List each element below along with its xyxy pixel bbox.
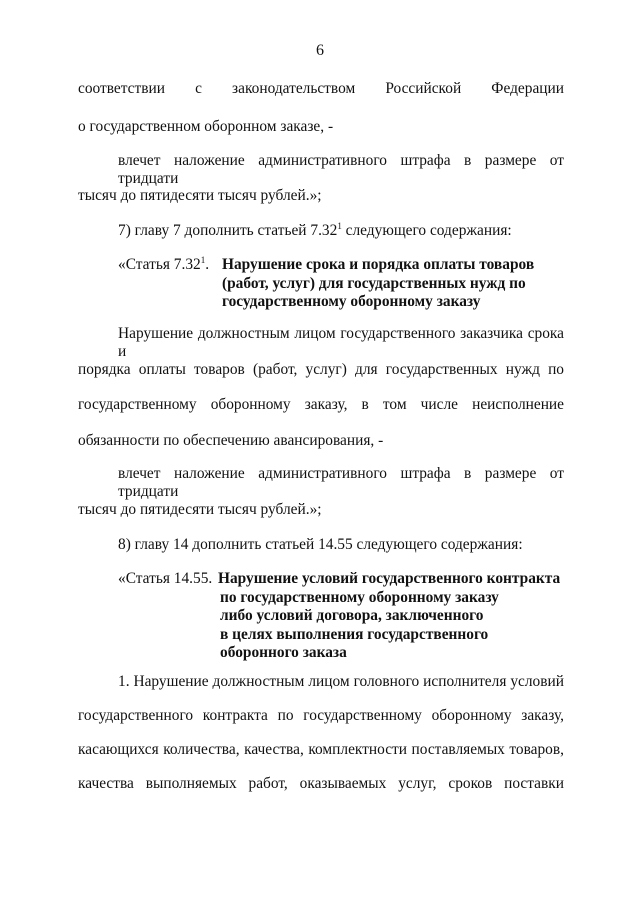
superscript: 1: [200, 255, 206, 265]
article-label: [118, 256, 209, 274]
text-line: порядка оплаты товаров (работ, услуг) для государственных нужд по: [78, 361, 564, 378]
superscript: 1: [337, 221, 342, 231]
article-title-line: по государственному оборонному заказу: [220, 588, 499, 606]
text-line: 1. Нарушение должностным лицом головного исполнителя условий: [118, 673, 564, 690]
article-title-line: либо условий договора, заключенного: [220, 607, 484, 624]
text-line: тысяч до пятидесяти тысяч рублей.»;: [78, 187, 322, 204]
article-title-line: Нарушение срока и порядка оплаты товаров: [222, 256, 535, 273]
article-title-line: в целях выполнения государственного: [220, 625, 489, 643]
article-title-line: Нарушение условий государственного контракта: [218, 570, 561, 587]
text-line: [118, 222, 564, 240]
text-fragment: 7) главу 7 дополнить статьей 7.32: [118, 222, 338, 239]
text-line: влечет наложение административного штрафа в размере от тридцати: [118, 465, 564, 500]
text-fragment: следующего содержания:: [341, 222, 512, 239]
text-line: государственного контракта по государственному оборонному заказу,: [78, 707, 564, 724]
text-line: о государственном оборонном заказе, -: [78, 118, 334, 135]
page-number: 6: [316, 42, 324, 59]
text-line: обязанности по обеспечению авансирования, -: [78, 432, 384, 449]
text-line: тысяч до пятидесяти тысяч рублей.»;: [78, 501, 322, 518]
text-line: качества выполняемых работ, оказываемых услуг, сроков поставки: [78, 775, 564, 792]
text-line: Нарушение должностным лицом государственного заказчика срока и: [118, 325, 564, 360]
text-line: государственному оборонному заказу, в том числе неисполнение: [78, 396, 564, 413]
text-fragment: .: [205, 256, 210, 273]
article-title-line: государственному оборонному заказу: [222, 293, 481, 310]
text-line: соответствии с законодательством Российской Федерации: [78, 80, 564, 97]
text-line: касающихся количества, качества, комплектности поставляемых товаров,: [78, 741, 564, 758]
text-line: 8) главу 14 дополнить статьей 14.55 следующего содержания:: [118, 536, 523, 553]
article-label: «Статья 14.55.: [118, 570, 213, 587]
article-title-line: (работ, услуг) для государственных нужд по: [222, 274, 526, 292]
article-title: [222, 256, 534, 312]
article-title-line: оборонного заказа: [220, 644, 347, 661]
article-title: [218, 570, 560, 663]
text-fragment: «Статья 7.32: [118, 256, 201, 273]
text-line: влечет наложение административного штрафа в размере от тридцати: [118, 152, 564, 187]
